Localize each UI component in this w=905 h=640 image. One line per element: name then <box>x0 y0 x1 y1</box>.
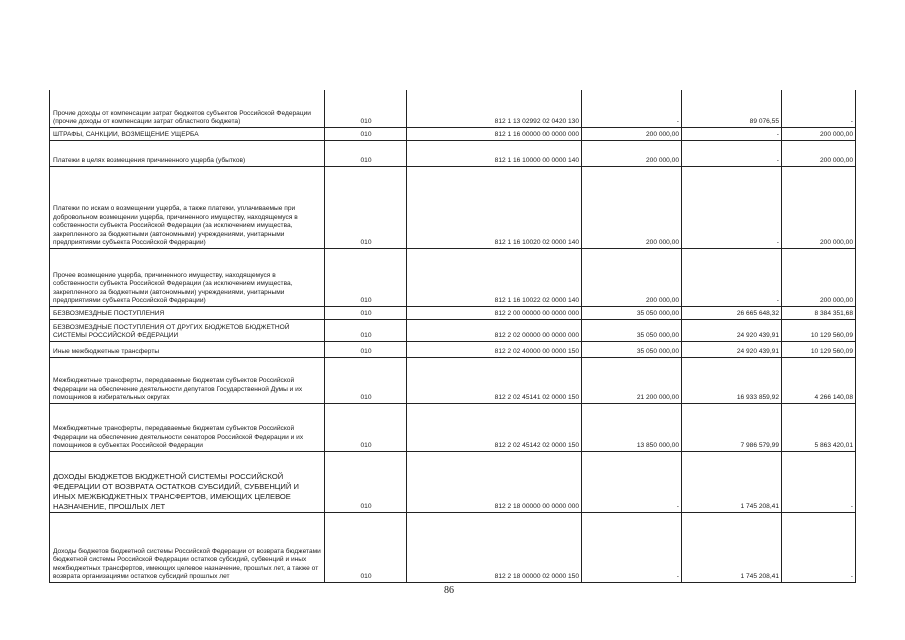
page-number: 86 <box>444 585 454 596</box>
revenue-table-body <box>50 90 856 582</box>
row-kbk: 812 1 16 10022 02 0000 140 <box>407 248 582 306</box>
row-plan: 200 000,00 <box>582 248 682 306</box>
table-row <box>50 248 856 306</box>
row-plan: 35 050 000,00 <box>582 319 682 341</box>
table-row <box>50 451 856 512</box>
row-name: Прочие доходы от компенсации затрат бюджетов субъектов Российской Федерации (прочие доходы от компенсации затрат областного бюджета) <box>50 90 325 127</box>
row-kbk: 812 2 18 00000 00 0000 000 <box>407 451 582 512</box>
row-code: 010 <box>325 451 407 512</box>
row-name: БЕЗВОЗМЕЗДНЫЕ ПОСТУПЛЕНИЯ ОТ ДРУГИХ БЮДЖЕТОВ БЮДЖЕТНОЙ СИСТЕМЫ РОССИЙСКОЙ ФЕДЕРАЦИИ <box>50 319 325 341</box>
row-code: 010 <box>325 357 407 403</box>
row-remainder: 200 000,00 <box>782 127 856 140</box>
row-name: Межбюджетные трансферты, передаваемые бюджетам субъектов Российской Федерации на обеспечение деятельности депутатов Государственной Думы и их помощников в избирательных округах <box>50 357 325 403</box>
row-name: ДОХОДЫ БЮДЖЕТОВ БЮДЖЕТНОЙ СИСТЕМЫ РОССИЙСКОЙ ФЕДЕРАЦИИ ОТ ВОЗВРАТА ОСТАТКОВ СУБСИДИЙ, СУБВЕНЦИЙ И ИНЫХ МЕЖБЮДЖЕТНЫХ ТРАНСФЕРТОВ, ИМЕЮЩИХ ЦЕЛЕВОЕ НАЗНАЧЕНИЕ, ПРОШЛЫХ ЛЕТ <box>50 451 325 512</box>
row-code: 010 <box>325 127 407 140</box>
table-row <box>50 512 856 582</box>
row-fact: - <box>682 248 782 306</box>
table-row <box>50 403 856 451</box>
row-name: Иные межбюджетные трансферты <box>50 341 325 357</box>
table-row <box>50 140 856 166</box>
row-remainder: 4 266 140,08 <box>782 357 856 403</box>
row-kbk: 812 2 02 45142 02 0000 150 <box>407 403 582 451</box>
row-remainder: 8 384 351,68 <box>782 306 856 319</box>
row-plan: 13 850 000,00 <box>582 403 682 451</box>
row-kbk: 812 1 16 10000 00 0000 140 <box>407 140 582 166</box>
row-kbk: 812 1 16 00000 00 0000 000 <box>407 127 582 140</box>
row-remainder: 200 000,00 <box>782 166 856 248</box>
row-remainder: - <box>782 512 856 582</box>
row-kbk: 812 2 00 00000 00 0000 000 <box>407 306 582 319</box>
row-fact: 89 076,55 <box>682 90 782 127</box>
row-code: 010 <box>325 140 407 166</box>
row-code: 010 <box>325 90 407 127</box>
table-row <box>50 341 856 357</box>
row-fact: 24 920 439,91 <box>682 319 782 341</box>
row-code: 010 <box>325 403 407 451</box>
row-remainder: - <box>782 90 856 127</box>
row-name: Прочее возмещение ущерба, причиненного имуществу, находящемуся в собственности субъекта Российской Федерации (за исключением имущества, закрепленного за бюджетными (автономными) учреждениями, унитарными предприятиями субъекта Российской Федерации) <box>50 248 325 306</box>
row-kbk: 812 1 16 10020 02 0000 140 <box>407 166 582 248</box>
row-plan: 35 050 000,00 <box>582 306 682 319</box>
row-remainder: 200 000,00 <box>782 140 856 166</box>
row-name: Межбюджетные трансферты, передаваемые бюджетам субъектов Российской Федерации на обеспечение деятельности сенаторов Российской Федерации и их помощников в субъектах Российской Федерации <box>50 403 325 451</box>
row-code: 010 <box>325 248 407 306</box>
row-name: БЕЗВОЗМЕЗДНЫЕ ПОСТУПЛЕНИЯ <box>50 306 325 319</box>
row-plan: - <box>582 512 682 582</box>
table-row <box>50 319 856 341</box>
row-remainder: 10 129 560,09 <box>782 341 856 357</box>
row-plan: 21 200 000,00 <box>582 357 682 403</box>
row-plan: - <box>582 451 682 512</box>
row-remainder: 5 863 420,01 <box>782 403 856 451</box>
row-kbk: 812 1 13 02992 02 0420 130 <box>407 90 582 127</box>
row-kbk: 812 2 02 45141 02 0000 150 <box>407 357 582 403</box>
table-row <box>50 127 856 140</box>
row-kbk: 812 2 02 40000 00 0000 150 <box>407 341 582 357</box>
row-plan: 200 000,00 <box>582 127 682 140</box>
table-row <box>50 357 856 403</box>
row-name: Доходы бюджетов бюджетной системы Российской Федерации от возврата бюджетами бюджетной системы Российской Федерации остатков субсидий, субвенций и иных межбюджетных трансфертов, имеющих целевое назначение, прошлых лет, а также от возврата организациями остатков субсидий прошлых лет <box>50 512 325 582</box>
row-remainder: 200 000,00 <box>782 248 856 306</box>
row-code: 010 <box>325 306 407 319</box>
row-fact: 24 920 439,91 <box>682 341 782 357</box>
row-name: ШТРАФЫ, САНКЦИИ, ВОЗМЕЩЕНИЕ УЩЕРБА <box>50 127 325 140</box>
row-fact: - <box>682 127 782 140</box>
row-code: 010 <box>325 512 407 582</box>
revenue-table <box>49 90 856 583</box>
row-plan: 200 000,00 <box>582 140 682 166</box>
row-fact: - <box>682 166 782 248</box>
row-name: Платежи по искам о возмещении ущерба, а также платежи, уплачиваемые при добровольном возмещении ущерба, причиненного имуществу, находящемуся в собственности субъекта Российской Федерации (за исключением имущества, закрепленного за бюджетными (автономными) учреждениями, унитарными предприятиями субъекта Российской Федерации) <box>50 166 325 248</box>
row-remainder: 10 129 560,09 <box>782 319 856 341</box>
row-code: 010 <box>325 341 407 357</box>
row-fact: 16 933 859,92 <box>682 357 782 403</box>
row-kbk: 812 2 18 00000 02 0000 150 <box>407 512 582 582</box>
table-row <box>50 306 856 319</box>
row-code: 010 <box>325 319 407 341</box>
row-plan: 35 050 000,00 <box>582 341 682 357</box>
row-fact: 26 665 648,32 <box>682 306 782 319</box>
row-fact: 1 745 208,41 <box>682 451 782 512</box>
row-code: 010 <box>325 166 407 248</box>
row-fact: 7 986 579,99 <box>682 403 782 451</box>
row-plan: 200 000,00 <box>582 166 682 248</box>
row-name: Платежи в целях возмещения причиненного ущерба (убытков) <box>50 140 325 166</box>
row-remainder: - <box>782 451 856 512</box>
table-row <box>50 90 856 127</box>
row-kbk: 812 2 02 00000 00 0000 000 <box>407 319 582 341</box>
row-fact: - <box>682 140 782 166</box>
table-row <box>50 166 856 248</box>
row-plan: - <box>582 90 682 127</box>
row-fact: 1 745 208,41 <box>682 512 782 582</box>
